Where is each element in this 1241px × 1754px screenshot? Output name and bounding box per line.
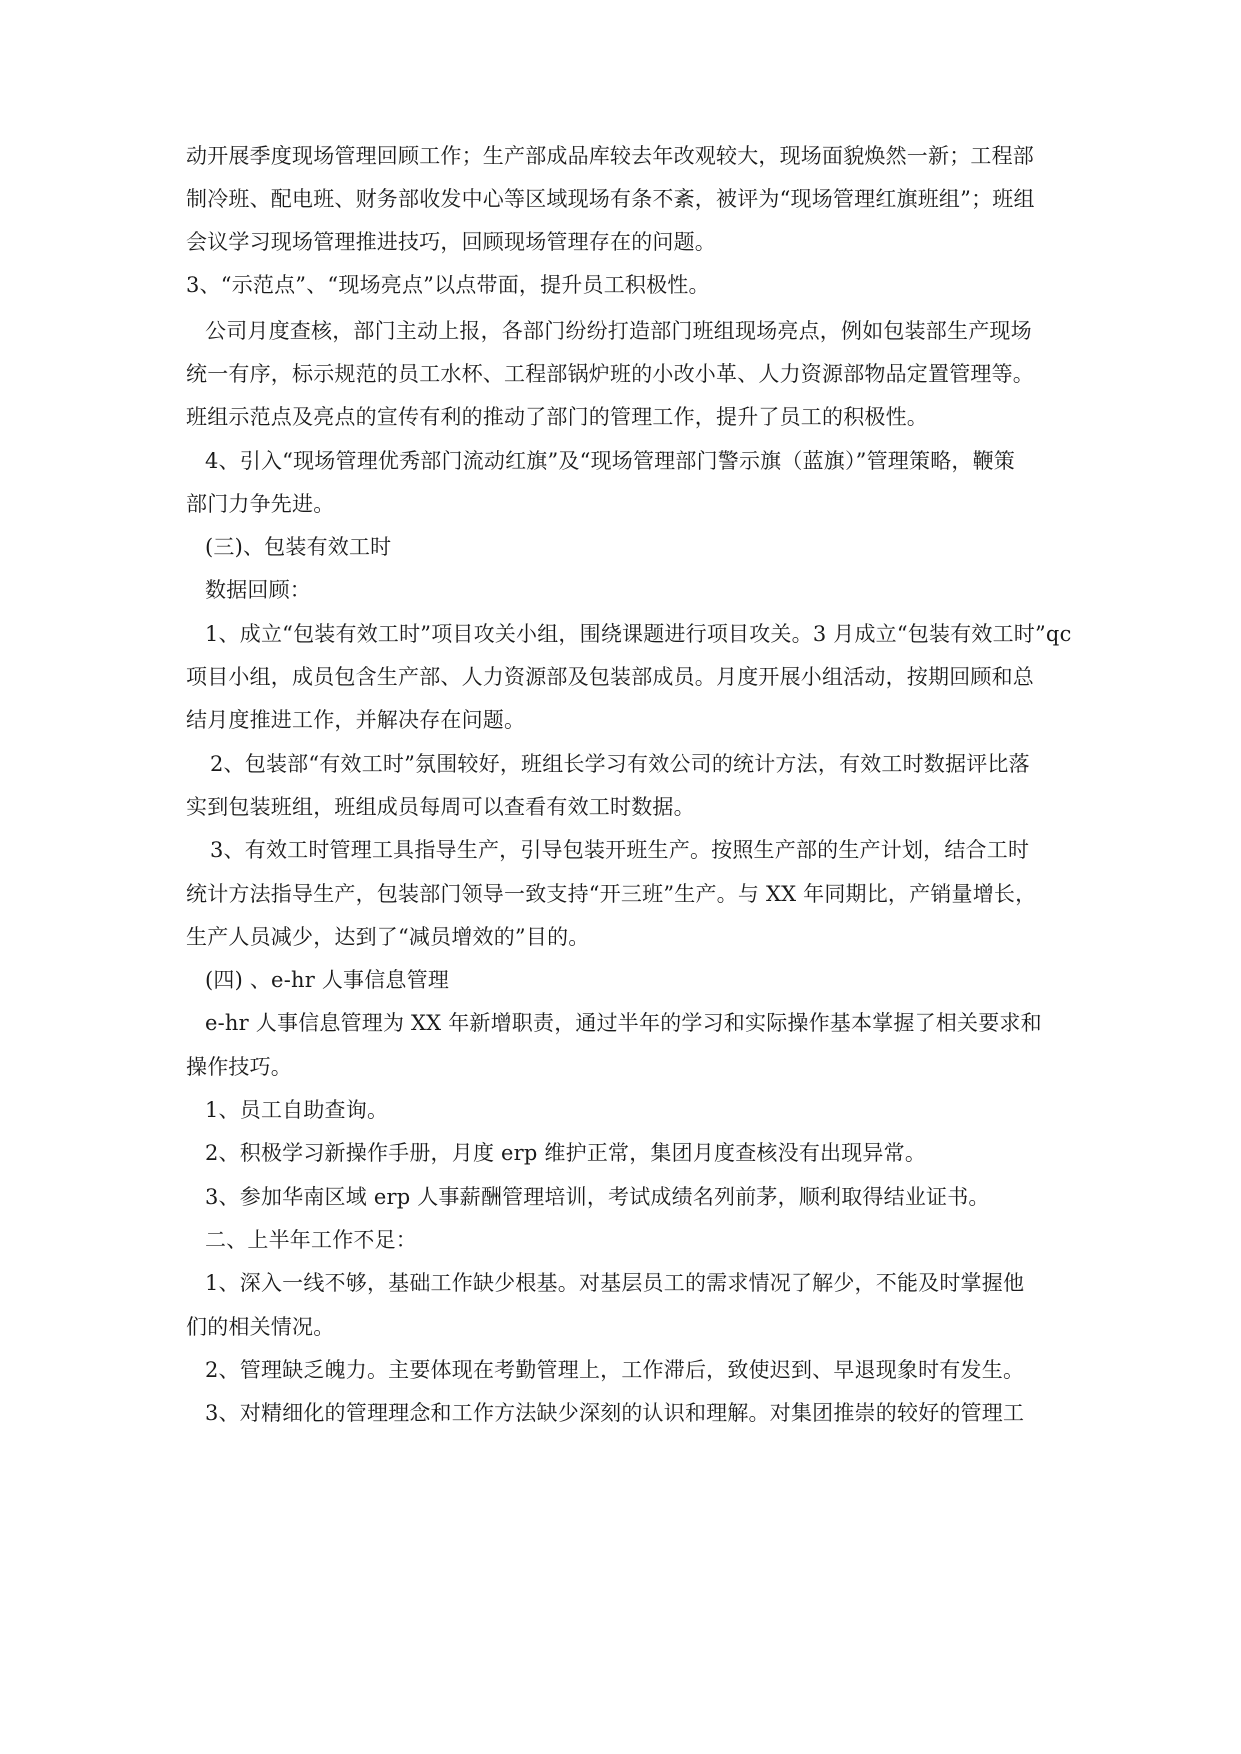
text-line: 3、“示范点”、“现场亮点”以点带面，提升员工积极性。	[186, 273, 710, 297]
text-line: 数据回顾：	[205, 578, 311, 602]
text-line: 操作技巧。	[186, 1055, 292, 1079]
text-line: 2、积极学习新操作手册，月度 erp 维护正常，集团月度查核没有出现异常。	[205, 1141, 927, 1165]
text-line: 会议学习现场管理推进技巧，回顾现场管理存在的问题。	[186, 230, 716, 254]
text-line: 二、上半年工作不足：	[205, 1228, 417, 1252]
text-line: 3、对精细化的管理理念和工作方法缺少深刻的认识和理解。对集团推崇的较好的管理工	[205, 1401, 1025, 1425]
text-line: 1、员工自助查询。	[205, 1098, 389, 1122]
text-line: 实到包装班组，班组成员每周可以查看有效工时数据。	[186, 795, 695, 819]
text-line: 生产人员减少，达到了“减员增效的”目的。	[186, 925, 590, 949]
text-line: 项目小组，成员包含生产部、人力资源部及包装部成员。月度开展小组活动，按期回顾和总	[186, 665, 1034, 689]
text-line: (四) 、e-hr 人事信息管理	[205, 968, 450, 992]
text-line: (三)、包装有效工时	[205, 535, 392, 559]
text-line: 们的相关情况。	[186, 1315, 335, 1339]
text-line: e-hr 人事信息管理为 XX 年新增职责，通过半年的学习和实际操作基本掌握了相关要求和	[205, 1011, 1042, 1035]
text-line: 3、有效工时管理工具指导生产，引导包装开班生产。按照生产部的生产计划，结合工时	[210, 838, 1030, 862]
text-line: 1、成立“包装有效工时”项目攻关小组，围绕课题进行项目攻关。3 月成立“包装有效工时”qc	[205, 622, 1072, 646]
text-line: 统一有序，标示规范的员工水杯、工程部锅炉班的小改小革、人力资源部物品定置管理等。	[186, 362, 1034, 386]
text-line: 公司月度查核，部门主动上报，各部门纷纷打造部门班组现场亮点，例如包装部生产现场	[205, 319, 1032, 343]
text-line: 制冷班、配电班、财务部收发中心等区域现场有条不紊，被评为“现场管理红旗班组”；班组	[186, 187, 1035, 211]
text-line: 4、引入“现场管理优秀部门流动红旗”及“现场管理部门警示旗（蓝旗）”管理策略，鞭策	[205, 449, 1016, 473]
text-line: 2、管理缺乏魄力。主要体现在考勤管理上，工作滞后，致使迟到、早退现象时有发生。	[205, 1358, 1025, 1382]
text-line: 统计方法指导生产，包装部门领导一致支持“开三班”生产。与 XX 年同期比，产销量增长，	[186, 882, 1037, 906]
text-line: 1、深入一线不够，基础工作缺少根基。对基层员工的需求情况了解少，不能及时掌握他	[205, 1271, 1025, 1295]
text-line: 部门力争先进。	[186, 492, 335, 516]
text-line: 结月度推进工作，并解决存在问题。	[186, 708, 526, 732]
text-line: 2、包装部“有效工时”氛围较好，班组长学习有效公司的统计方法，有效工时数据评比落	[210, 752, 1030, 776]
text-line: 动开展季度现场管理回顾工作；生产部成品库较去年改观较大，现场面貌焕然一新；工程部	[186, 144, 1034, 168]
text-line: 3、参加华南区域 erp 人事薪酬管理培训，考试成绩名列前茅，顺利取得结业证书。	[205, 1185, 990, 1209]
text-line: 班组示范点及亮点的宣传有利的推动了部门的管理工作，提升了员工的积极性。	[186, 405, 928, 429]
